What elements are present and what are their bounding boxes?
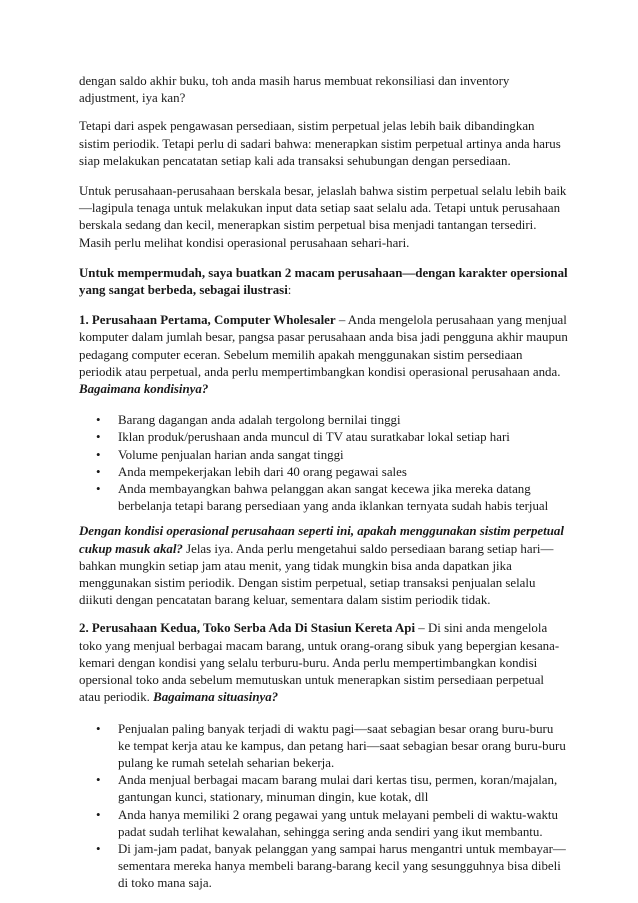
bullet-icon: • [96, 464, 101, 479]
bullet-icon: • [96, 447, 101, 462]
list-item [96, 447, 568, 464]
paragraph-intro: dengan saldo akhir buku, toh anda masih harus membuat rekonsiliasi dan inventory adjustment, iya kan? [79, 74, 510, 106]
list-item [96, 429, 568, 446]
section-2-paragraph [79, 620, 568, 706]
list-item [96, 464, 568, 481]
section-2-body: – Di sini anda mengelola toko yang menjual berbagai macam barang, untuk orang-orang sibuk yang bepergian kesana-kemari dengan kondisi yang selalu terburu-buru. Anda perlu mempertimbangkan kondisi opersional toko anda sebelum memutuskan untuk menerapkan sistim persediaan perpetual atau periodik. [79, 621, 560, 705]
paragraph-illustration-intro [79, 265, 568, 299]
bullet-icon: • [96, 430, 101, 445]
list-item-text: Anda menjual berbagai macam barang mulai dari kertas tisu, permen, koran/majalan, gantungan kunci, stationary, minuman dingin, kue kotak, dll [118, 773, 558, 805]
section-2-question: Bagaimana situasinya? [153, 690, 279, 705]
section-2-heading: 2. Perusahaan Kedua, Toko Serba Ada Di Stasiun Kereta Api [79, 621, 416, 636]
section-1-body: – Anda mengelola perusahaan yang menjual komputer dalam jumlah besar, pangsa pasar perusahaan anda bisa jadi pengguna akhir maupun pedagang computer eceran. Sebelum memilih apakah menggunakan sistim persediaan periodik atau perpetual, anda perlu mempertimbangkan kondisi operasional perusahaan anda. [79, 313, 568, 379]
list-item [96, 807, 568, 841]
list-item-text: Barang dagangan anda adalah tergolong bernilai tinggi [118, 413, 401, 428]
bullet-icon: • [96, 807, 101, 822]
section-1-conclusion-body: Jelas iya. Anda perlu mengetahui saldo persediaan barang setiap hari—bahkan mungkin setiap jam atau menit, yang tidak mungkin bisa anda dapatkan jika menggunakan sistim periodik. Dengan sistim perpetual, setiap transaksi penjualan selalu diikuti dengan pencatatan barang keluar, sementara dalam sistim periodik tidak. [79, 541, 554, 608]
section-2-situation-list [79, 721, 568, 893]
bullet-icon: • [96, 721, 101, 736]
list-item-text: Iklan produk/perushaan anda muncul di TV atau suratkabar lokal setiap hari [118, 430, 510, 445]
paragraph-company-scale: Untuk perusahaan-perusahaan berskala besar, jelaslah bahwa sistim perpetual selalu lebih baik—lagipula tenaga untuk melakukan input data setiap saat selalu ada. Tetapi untuk perusahaan berskala sedang dan kecil, menerapkan sistim perpetual bisa menjadi tantangan tersediri. Masih perlu melihat kondisi operasional perusahaan sehari-hari. [79, 184, 567, 250]
list-item-text: Di jam-jam padat, banyak pelanggan yang sampai harus mengantri untuk membayar—sementara mereka hanya membeli barang-barang kecil yang sesungguhnya bisa dibeli di toko mana saja. [118, 841, 566, 891]
list-item [96, 721, 568, 773]
list-item [96, 412, 568, 429]
list-item [96, 481, 568, 515]
illustration-intro-bold: Untuk mempermudah, saya buatkan 2 macam perusahaan—dengan karakter opersional yang sangat berbeda, sebagai ilustrasi [79, 265, 568, 298]
list-item-text: Volume penjualan harian anda sangat tinggi [118, 447, 344, 462]
section-1-conditions-list [79, 412, 568, 515]
section-1-heading: 1. Perusahaan Pertama, Computer Wholesaler [79, 313, 336, 328]
bullet-icon: • [96, 482, 101, 497]
bullet-icon: • [96, 413, 101, 428]
illustration-intro-colon: : [287, 283, 292, 298]
bullet-icon: • [96, 841, 101, 856]
bullet-icon: • [96, 773, 101, 788]
list-item-text: Anda hanya memiliki 2 orang pegawai yang untuk melayani pembeli di waktu-waktu padat sudah terlihat kewalahan, sehingga sering anda sendiri yang ikut membantu. [118, 807, 558, 839]
list-item-text: Anda membayangkan bahwa pelanggan akan sangat kecewa jika mereka datang berbelanja tetapi barang persediaan yang anda iklankan ternyata sudah habis terjual [118, 482, 549, 514]
list-item-text: Anda mempekerjakan lebih dari 40 orang pegawai sales [118, 464, 407, 479]
section-1-conclusion-question: Dengan kondisi operasional perusahaan seperti ini, apakah menggunakan sistim perpetual cukup masuk akal? [79, 524, 564, 556]
list-item [96, 772, 568, 806]
list-item [96, 841, 568, 893]
section-1-paragraph [79, 312, 568, 398]
list-item-text: Penjualan paling banyak terjadi di waktu pagi—saat sebagian besar orang buru-buru ke tempat kerja atau ke kampus, dan petang hari—saat sebagian besar orang buru-buru pulang ke rumah setelah seharian bekerja. [118, 721, 566, 770]
paragraph-supervision: Tetapi dari aspek pengawasan persediaan, sistim perpetual jelas lebih baik dibandingkan sistim periodik. Tetapi perlu di sadari bahwa: menerapkan sistim perpetual artinya anda harus siap melakukan pencatatan setiap kali ada transaksi sehubungan dengan persediaan. [79, 119, 561, 168]
section-1-question: Bagaimana kondisinya? [79, 382, 209, 397]
section-1-conclusion [79, 523, 568, 609]
